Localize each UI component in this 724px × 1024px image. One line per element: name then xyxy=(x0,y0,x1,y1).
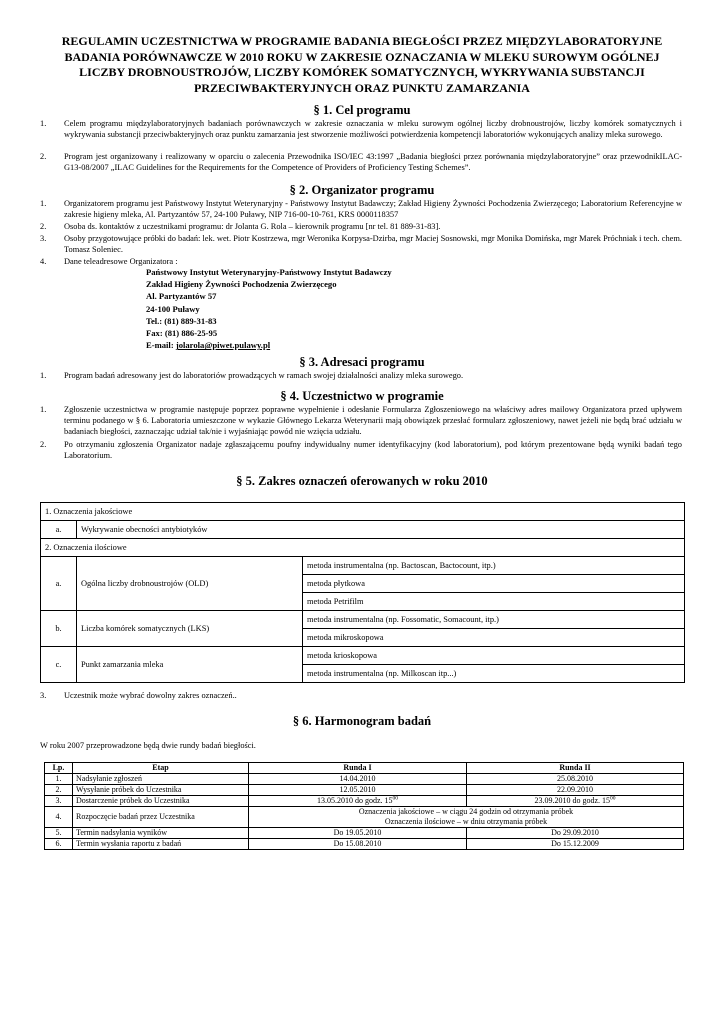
method-cell: metoda mikroskopowa xyxy=(303,629,685,647)
table-header-row xyxy=(45,763,684,774)
table-row xyxy=(45,839,684,850)
item-text: Zgłoszenie uczestnictwa w programie następuje poprzez poprawne wypełnienie i odesłanie Formularza Zgłoszeniowego na właściwy adres mailowy Organizatora przed upływem terminu podanego w § 6. Laboratoria umieszczone w wykazie Głównego Lekarza Weterynarii mają obowiązek przesłać formularz zgłoszeniowy, nawet jeżeli nie będą brać udziału w badaniach biegłości, zaznaczając udział tak/nie i wyjaśniając powód nie wzięcia udziału. xyxy=(64,405,682,436)
cell-round-2 xyxy=(467,796,684,807)
cell-merged xyxy=(249,807,684,828)
cell-round-1: Do 19.05.2010 xyxy=(249,828,467,839)
group-label: c. xyxy=(41,647,77,683)
table-row xyxy=(45,828,684,839)
section-3-heading: § 3. Adresaci programu xyxy=(299,355,425,369)
method-cell: metoda instrumentalna (np. Bactoscan, Bactocount, itp.) xyxy=(303,557,685,575)
schedule-table xyxy=(44,762,684,850)
row-label: a. xyxy=(41,521,77,539)
cell-etap: Wysyłanie próbek do Uczestnika xyxy=(73,785,249,796)
col-header-round-1: Runda I xyxy=(249,763,467,774)
table-row xyxy=(41,521,685,539)
method-cell: metoda instrumentalna (np. Fossomatic, Somacount, itp.) xyxy=(303,611,685,629)
item-number: 2. xyxy=(40,222,47,231)
cell-round-2: Do 15.12.2009 xyxy=(467,839,684,850)
cell-etap: Dostarczenie próbek do Uczestnika xyxy=(73,796,249,807)
s1-item-1 xyxy=(40,119,682,141)
table-row xyxy=(41,647,685,665)
col-header-etap: Etap xyxy=(73,763,249,774)
scope-table xyxy=(40,502,685,683)
date-text: 23.09.2010 do godz. 15 xyxy=(534,796,611,805)
table-row xyxy=(45,785,684,796)
item-text: Organizatorem programu jest Państwowy Instytut Weterynaryjny - Państwowy Instytut Badawczy; Zakład Higieny Żywności Pochodzenia Zwierzęcego; Laboratorium Referencyjne w zakresie higieny mleka, Al. Partyzantów 57, 24-100 Puławy, NIP 716-00-10-761, KRS 0000118357 xyxy=(64,199,682,219)
cell-round-2: 25.08.2010 xyxy=(467,774,684,785)
table-row xyxy=(45,796,684,807)
organizer-contact-block xyxy=(146,266,392,351)
cell-round-2: 22.09.2010 xyxy=(467,785,684,796)
email-label: E-mail: xyxy=(146,340,176,351)
table-row xyxy=(45,807,684,828)
method-cell: metoda płytkowa xyxy=(303,575,685,593)
s5-note xyxy=(40,691,682,702)
item-number: 2. xyxy=(40,152,47,161)
method-cell: metoda krioskopowa xyxy=(303,647,685,665)
cell-round-1: 14.04.2010 xyxy=(249,774,467,785)
cell-lp: 3. xyxy=(45,796,73,807)
cell-etap: Termin wysłania raportu z badań xyxy=(73,839,249,850)
document-title: REGULAMIN UCZESTNICTWA W PROGRAMIE BADANIA BIEGŁOŚCI PRZEZ MIĘDZYLABORATORYJNE BADANIA PORÓWNAWCZE W 2010 ROKU W ZAKRESIE OZNACZANIA W MLEKU SUROWYM OGÓLNEJ LICZBY DROBNOUSTROJÓW, LICZBY KOMÓREK SOMATYCZNYCH, WYKRYWANIA SUBSTANCJI PRZECIWBAKTERYJNYCH ORAZ PUNKTU ZAMARZANIA xyxy=(61,34,663,95)
row-name: Wykrywanie obecności antybiotyków xyxy=(77,521,685,539)
group-label: b. xyxy=(41,611,77,647)
merged-line-2: Oznaczenia ilościowe – w dniu otrzymania próbek xyxy=(384,817,548,826)
cell-lp: 2. xyxy=(45,785,73,796)
s4-item-2 xyxy=(40,440,682,462)
group-name: Punkt zamarzania mleka xyxy=(77,647,303,683)
email-link[interactable]: jolarola@piwet.pulawy.pl xyxy=(175,340,271,351)
item-number: 1. xyxy=(40,405,47,414)
cell-lp: 5. xyxy=(45,828,73,839)
item-number: 1. xyxy=(40,119,47,128)
cell-round-2: Do 29.09.2010 xyxy=(467,828,684,839)
cell-lp: 6. xyxy=(45,839,73,850)
section-5-heading: § 5. Zakres oznaczeń oferowanych w roku 2010 xyxy=(236,474,488,488)
item-number: 3. xyxy=(40,691,47,700)
merged-line-1: Oznaczenia jakościowe – w ciągu 24 godzin od otrzymania próbek xyxy=(358,807,574,816)
item-text: Celem programu międzylaboratoryjnych badaniach porównawczych w zakresie oznaczania w mleku surowym ogólnej liczby drobnoustrojów, liczby komórek somatycznych i wykrywania substancji przeciwbakteryjnych oraz punktu zamarzania jest stworzenie możliwości potwierdzenia kompetencji laboratoriów wykonujących analizy mleka surowego. xyxy=(64,119,682,139)
group-name: Liczba komórek somatycznych (LKS) xyxy=(77,611,303,647)
item-text: Dane teleadresowe Organizatora : xyxy=(64,257,178,266)
table-row xyxy=(41,611,685,629)
item-number: 1. xyxy=(40,199,47,208)
table-row xyxy=(41,539,685,557)
method-cell: metoda Petrifilm xyxy=(303,593,685,611)
table-row xyxy=(41,557,685,575)
contact-street: Al. Partyzantów 57 xyxy=(146,291,217,302)
s2-item-2 xyxy=(40,222,682,233)
time-superscript: 00 xyxy=(392,795,399,802)
group-name: Ogólna liczby drobnoustrojów (OLD) xyxy=(77,557,303,611)
method-cell: metoda instrumentalna (np. Milkoscan itp...) xyxy=(303,665,685,683)
contact-city: 24-100 Puławy xyxy=(146,303,200,314)
cell-etap: Nadsyłanie zgłoszeń xyxy=(73,774,249,785)
col-header-round-2: Runda II xyxy=(467,763,684,774)
item-text: Program jest organizowany i realizowany w oparciu o zalecenia Przewodnika ISO/IEC 43:1997 „Badania biegłości przez porównania międzylaboratoryjne” oraz przewodnikILAC-G13-08/2007 „ILAC Guidelines for the Requirements for the Competence of Providers of Proficiency Testing Schemes”. xyxy=(64,152,682,172)
qualitative-header: 1. Oznaczenia jakościowe xyxy=(41,503,685,521)
item-text: Osoby przygotowujące próbki do badań: lek. wet. Piotr Kostrzewa, mgr Weronika Korpysa-Dzirba, mgr Maciej Sosnowski, mgr Monika Domińska, mgr Marek Próchniak i tech. chem. Tomasz Soleniec. xyxy=(64,234,682,254)
section-2-heading: § 2. Organizator programu xyxy=(289,183,435,197)
contact-email-line xyxy=(146,339,392,351)
s2-item-3 xyxy=(40,234,682,256)
cell-lp: 1. xyxy=(45,774,73,785)
contact-fax: Fax: (81) 886-25-95 xyxy=(146,328,218,339)
contact-department: Zakład Higieny Żywności Pochodzenia Zwierzęcego xyxy=(146,279,337,290)
section-4-heading: § 4. Uczestnictwo w programie xyxy=(280,389,444,403)
date-text: 13.05.2010 do godz. 15 xyxy=(316,796,393,805)
time-superscript: 00 xyxy=(610,795,616,802)
item-number: 2. xyxy=(40,440,47,449)
cell-etap: Termin nadsyłania wyników xyxy=(73,828,249,839)
item-text: Po otrzymaniu zgłoszenia Organizator nadaje zgłaszającemu poufny indywidualny numer identyfikacyjny (kod laboratorium), pod którym prezentowane będą wyniki badań tego Laboratorium. xyxy=(64,440,682,460)
item-number: 3. xyxy=(40,234,47,243)
s1-item-2 xyxy=(40,152,682,174)
col-header-lp: Lp. xyxy=(45,763,73,774)
cell-round-1 xyxy=(249,796,467,807)
quantitative-header: 2. Oznaczenia ilościowe xyxy=(41,539,685,557)
table-row xyxy=(45,774,684,785)
item-number: 4. xyxy=(40,257,47,266)
cell-round-1: 12.05.2010 xyxy=(249,785,467,796)
s6-intro: W roku 2007 przeprowadzone będą dwie rundy badań biegłości. xyxy=(40,741,256,750)
contact-institute: Państwowy Instytut Weterynaryjny-Państwowy Instytut Badawczy xyxy=(146,267,392,277)
cell-round-1: Do 15.08.2010 xyxy=(249,839,467,850)
group-label: a. xyxy=(41,557,77,611)
table-row xyxy=(41,503,685,521)
section-6-heading: § 6. Harmonogram badań xyxy=(292,714,432,728)
cell-etap: Rozpoczęcie badań przez Uczestnika xyxy=(73,807,249,828)
item-text: Uczestnik może wybrać dowolny zakres oznaczeń.. xyxy=(64,691,237,700)
cell-lp: 4. xyxy=(45,807,73,828)
item-number: 1. xyxy=(40,371,47,380)
s3-item-1 xyxy=(40,371,682,382)
s4-item-1 xyxy=(40,405,682,437)
item-text: Program badań adresowany jest do laboratoriów prowadzących w ramach swojej działalności analizy mleka surowego. xyxy=(64,371,464,380)
contact-phone: Tel.: (81) 889-31-83 xyxy=(146,315,217,326)
section-1-heading: § 1. Cel programu xyxy=(313,103,411,117)
s2-item-1 xyxy=(40,199,682,221)
item-text: Osoba ds. kontaktów z uczestnikami programu: dr Jolanta G. Rola – kierownik programu [nr tel. 81 889-31-83]. xyxy=(64,222,441,231)
